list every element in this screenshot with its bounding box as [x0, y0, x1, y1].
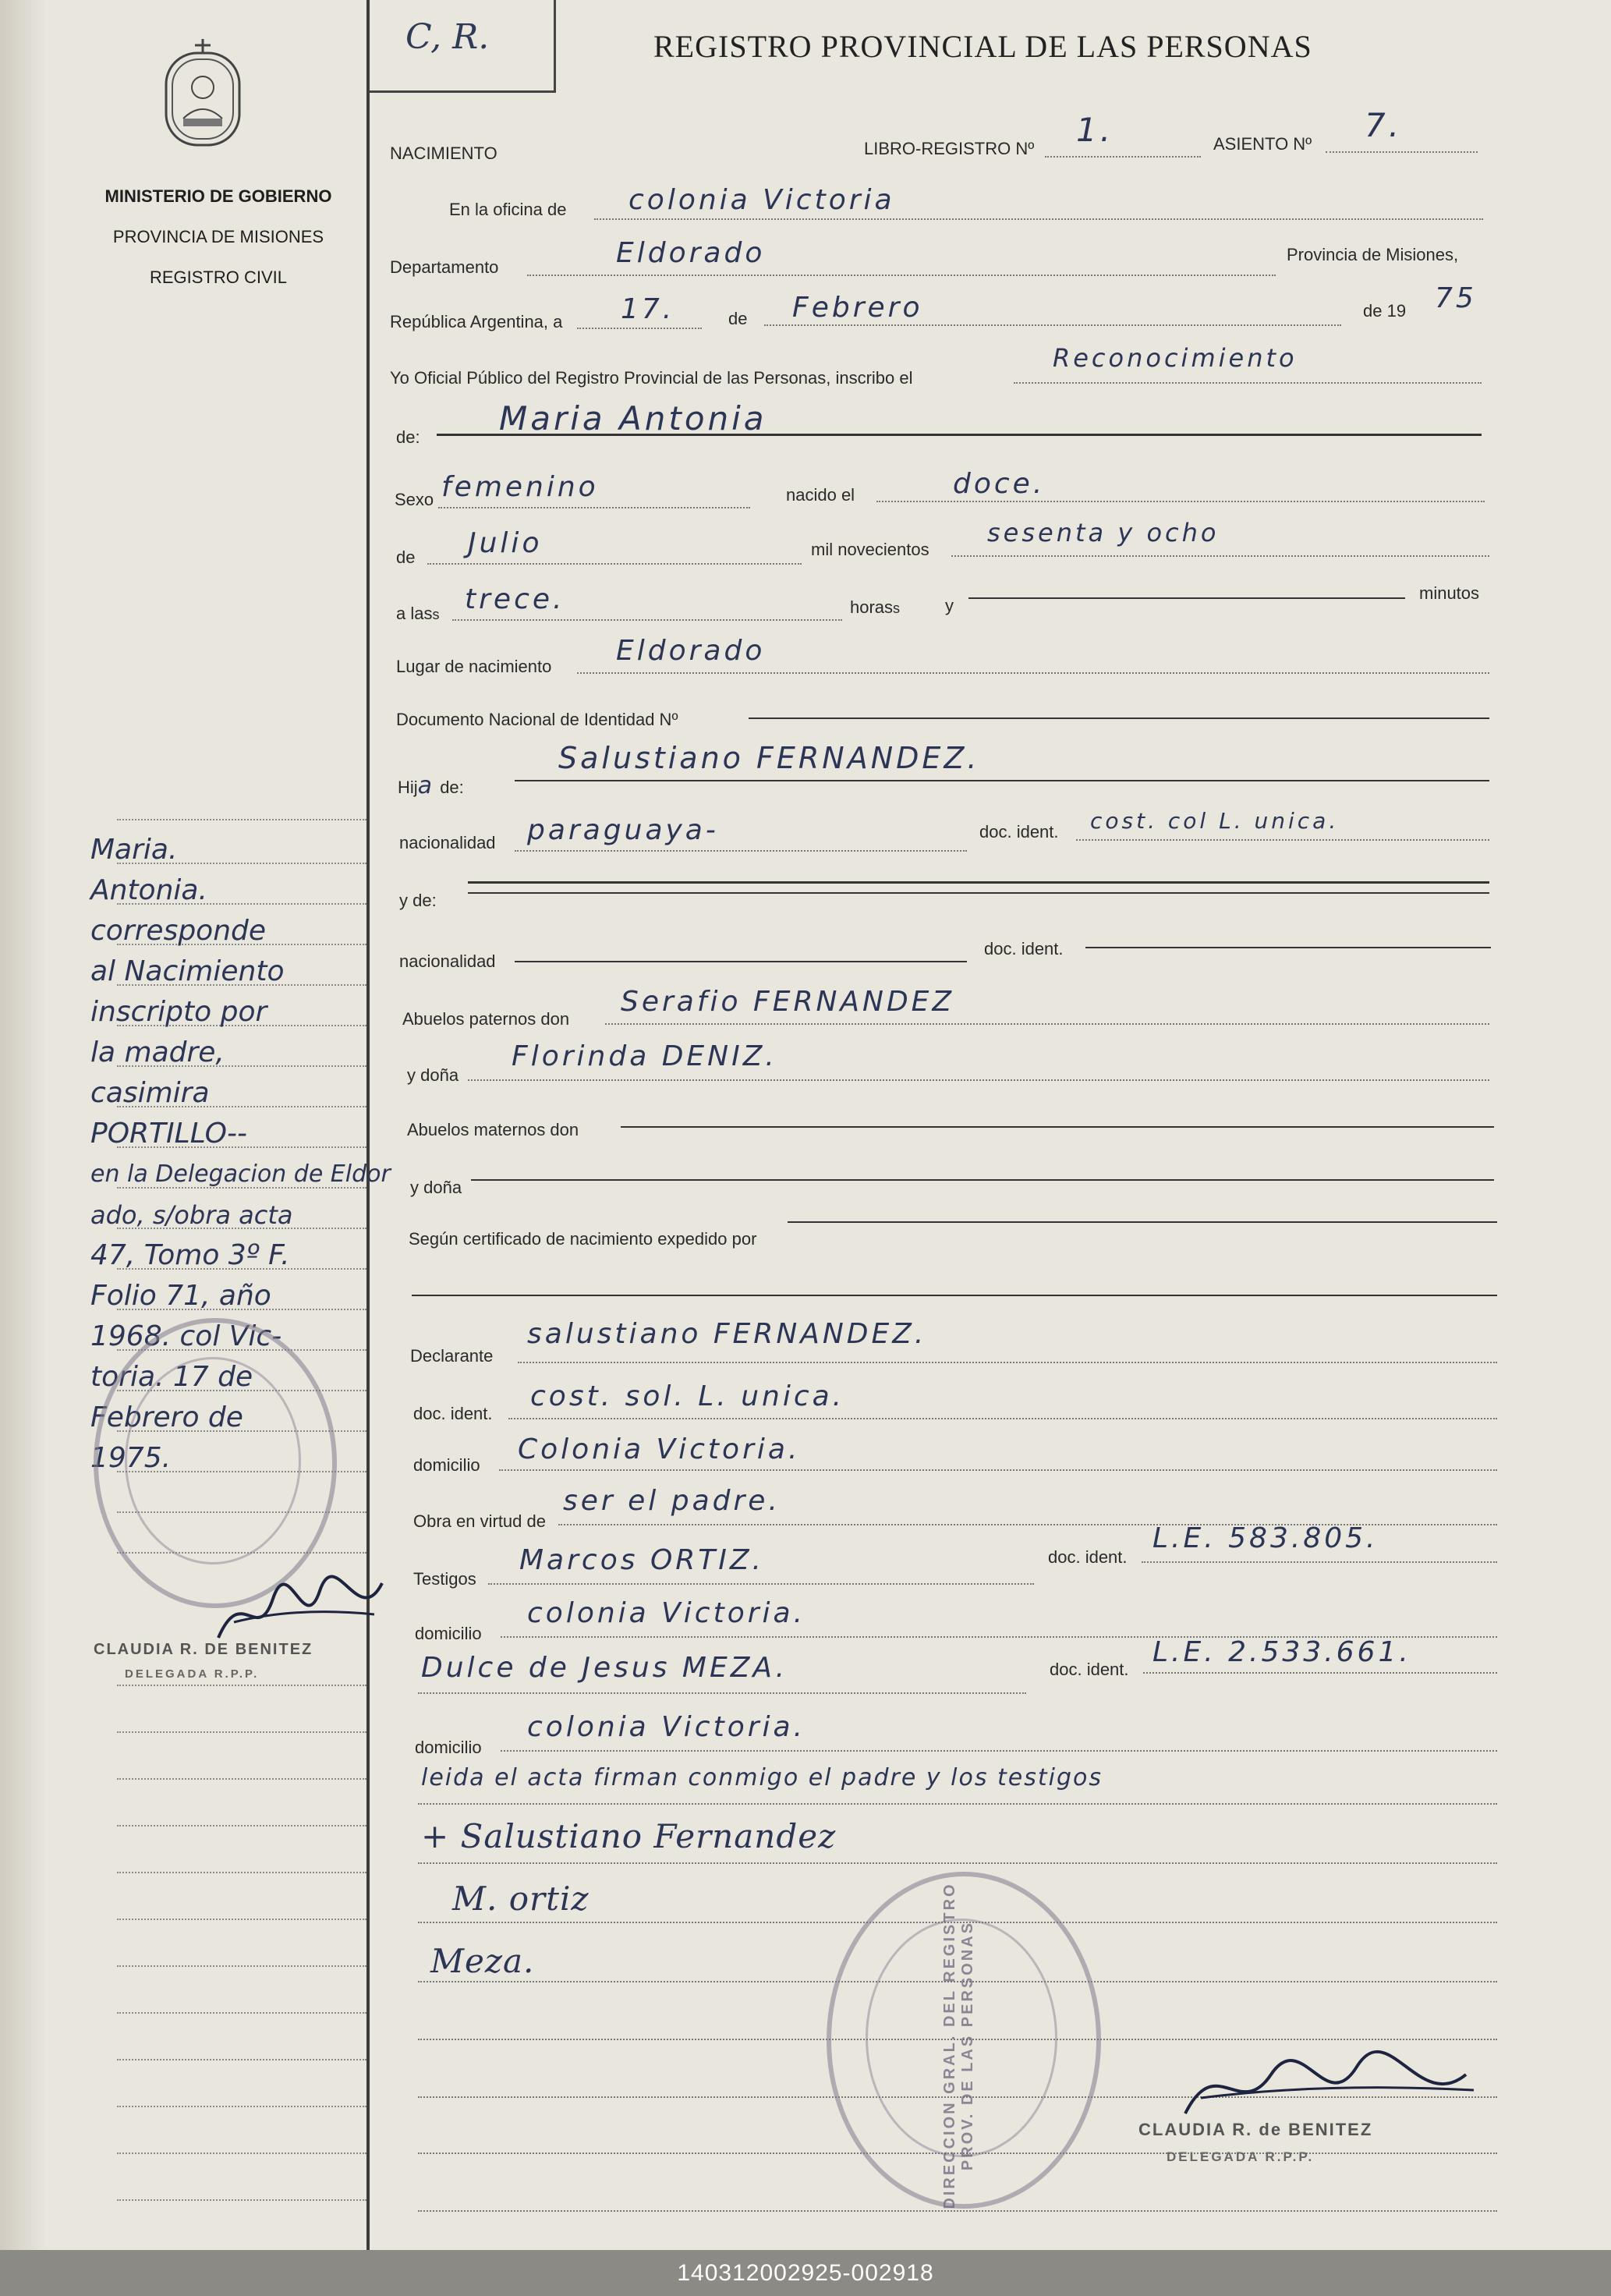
- nacimiento-label: NACIMIENTO: [390, 144, 497, 163]
- right-signature-icon: [1170, 2043, 1482, 2129]
- margin-note-line: toria. 17 de: [90, 1361, 253, 1393]
- t2-docident-label: doc. ident.: [1050, 1660, 1129, 1679]
- ydona2-label: y doña: [410, 1178, 462, 1197]
- domicilio-value: Colonia Victoria.: [518, 1433, 801, 1465]
- sexo-label: Sexo: [395, 490, 434, 509]
- declarante-value: salustiano FERNANDEZ.: [527, 1318, 927, 1350]
- nacido-value: doce.: [953, 468, 1046, 500]
- nacionalidad-label: nacionalidad: [399, 833, 496, 852]
- margin-note-line: Folio 71, año: [90, 1280, 271, 1312]
- republica-label: República Argentina, a: [390, 312, 563, 331]
- province-name: PROVINCIA DE MISIONES: [112, 227, 324, 246]
- libro-label: LIBRO-REGISTRO Nº: [864, 139, 1035, 158]
- sexo-value: femenino: [441, 471, 599, 503]
- y-label: y: [945, 596, 954, 615]
- dni-label: Documento Nacional de Identidad Nº: [396, 710, 678, 729]
- docident-label: doc. ident.: [979, 822, 1059, 842]
- t2-domicilio-value: colonia Victoria.: [527, 1711, 806, 1743]
- oficina-value: colonia Victoria: [628, 184, 895, 216]
- margin-note-line: casimira: [90, 1077, 210, 1109]
- cr-box-text: C, R.: [405, 17, 490, 57]
- margin-note-line: ado, s/obra acta: [90, 1200, 293, 1230]
- page-title: REGISTRO PROVINCIAL DE LAS PERSONAS: [653, 29, 1312, 64]
- right-signer-role: DELEGADA R.P.P.: [1167, 2149, 1315, 2164]
- domicilio-label: domicilio: [413, 1455, 480, 1475]
- padre-value: Salustiano FERNANDEZ.: [558, 741, 980, 775]
- anio-value: 75: [1435, 282, 1477, 314]
- margin-note-line: en la Delegacion de Eldor: [90, 1160, 391, 1188]
- t1-domicilio-value: colonia Victoria.: [527, 1597, 806, 1629]
- declarante-label: Declarante: [410, 1346, 494, 1366]
- segun-label: Según certificado de nacimiento expedido por: [409, 1229, 757, 1249]
- testigo1-value: Marcos ORTIZ.: [519, 1544, 765, 1576]
- oficial-label: Yo Oficial Público del Registro Provincial de las Personas, inscribo el: [390, 368, 913, 388]
- ministry-header: [70, 176, 366, 298]
- lugar-value: Eldorado: [616, 635, 766, 667]
- t2-docident-value: L.E. 2.533.661.: [1152, 1636, 1411, 1668]
- nacionalidad-value: paraguaya-: [527, 814, 719, 846]
- margin-note-line: Antonia.: [90, 874, 207, 906]
- margin-note-line: Febrero de: [90, 1401, 243, 1433]
- margin-note-line: corresponde: [90, 915, 267, 947]
- testigos-label: Testigos: [413, 1569, 476, 1589]
- left-signer-role: DELEGADA R.P.P.: [125, 1667, 260, 1681]
- hij-label: Hija de:: [398, 772, 464, 799]
- alas-label: a lass: [396, 604, 440, 623]
- departamento-value: Eldorado: [616, 237, 766, 269]
- leida-text: leida el acta firman conmigo el padre y los testigos: [421, 1764, 1103, 1791]
- hora-value: trece.: [465, 583, 565, 615]
- margin-note-line: 47, Tomo 3º F.: [90, 1239, 290, 1271]
- horas-label: horass: [850, 597, 901, 617]
- yde-label: y de:: [399, 891, 437, 910]
- margin-note-line: al Nacimiento: [90, 955, 285, 987]
- dia-value: 17.: [621, 293, 675, 325]
- docident2-label: doc. ident.: [984, 939, 1064, 958]
- t1-docident-label: doc. ident.: [1048, 1547, 1128, 1567]
- abuela-pat-value: Florinda DENIZ.: [512, 1040, 777, 1072]
- decl-docident-label: doc. ident.: [413, 1404, 493, 1423]
- anio-label: de 19: [1363, 301, 1407, 321]
- margin-note-line: Maria.: [90, 834, 178, 866]
- asiento-label: ASIENTO Nº: [1213, 134, 1312, 154]
- left-signer-name: CLAUDIA R. DE BENITEZ: [94, 1641, 313, 1658]
- nacionalidad2-label: nacionalidad: [399, 951, 496, 971]
- obra-label: Obra en virtud de: [413, 1511, 546, 1531]
- margin-note-line: la madre,: [90, 1036, 225, 1068]
- minutos-label: minutos: [1419, 583, 1480, 603]
- obra-value: ser el padre.: [563, 1485, 781, 1517]
- nacido-label: nacido el: [786, 485, 855, 505]
- margin-note-line: inscripto por: [90, 996, 267, 1028]
- anio-nac-value: sesenta y ocho: [987, 518, 1220, 547]
- provincia-label: Provincia de Misiones,: [1287, 245, 1459, 264]
- abuelo-pat-value: Serafio FERNANDEZ: [621, 986, 955, 1018]
- de2-label: de:: [396, 427, 420, 447]
- civil-registry: REGISTRO CIVIL: [149, 268, 288, 287]
- mes-nac-value: Julio: [468, 527, 543, 559]
- t1-docident-value: L.E. 583.805.: [1152, 1522, 1379, 1554]
- province-seal-icon: [160, 31, 246, 156]
- right-signer-name: CLAUDIA R. de BENITEZ: [1138, 2120, 1373, 2139]
- abuelos-pat-label: Abuelos paternos don: [402, 1009, 570, 1029]
- firma-testigo1: M. ortiz: [452, 1880, 590, 1918]
- t1-domicilio-label: domicilio: [415, 1624, 482, 1643]
- t2-domicilio-label: domicilio: [415, 1738, 482, 1757]
- ydona-label: y doña: [407, 1065, 459, 1085]
- departamento-label: Departamento: [390, 257, 499, 277]
- decl-docident-value: cost. sol. L. unica.: [530, 1380, 845, 1412]
- ministry-name: MINISTERIO DE GOBIERNO: [104, 186, 332, 206]
- margin-note-line: 1975.: [90, 1442, 172, 1474]
- asiento-value: 7.: [1365, 106, 1403, 144]
- firma-padre: + Salustiano Fernandez: [421, 1817, 837, 1855]
- nombre-value: Maria Antonia: [499, 399, 767, 438]
- hij-value: a: [417, 772, 436, 799]
- registry-stamp-text: DIRECCION GRAL. DEL REGISTRO PROV. DE LAS PERSONAS: [941, 1882, 976, 2209]
- margin-note-line: PORTILLO--: [90, 1118, 247, 1150]
- oficina-label: En la oficina de: [449, 200, 567, 219]
- binding-shadow: [0, 0, 47, 2250]
- libro-value: 1.: [1076, 111, 1114, 149]
- acto-value: Reconocimiento: [1053, 343, 1298, 373]
- docident-value: cost. col L. unica.: [1090, 808, 1340, 834]
- mes-value: Febrero: [792, 292, 923, 324]
- de-label: de: [728, 309, 748, 328]
- testigo2-value: Dulce de Jesus MEZA.: [421, 1652, 788, 1684]
- abuelos-mat-label: Abuelos maternos don: [407, 1120, 579, 1139]
- scan-id: 140312002925-002918: [0, 2250, 1611, 2296]
- mil-label: mil novecientos: [811, 540, 929, 559]
- margin-note-line: 1968. col Vic-: [90, 1320, 282, 1352]
- left-stamp-inner: [125, 1357, 301, 1564]
- de3-label: de: [396, 547, 416, 567]
- lugar-label: Lugar de nacimiento: [396, 657, 552, 676]
- firma-testigo2: Meza.: [430, 1942, 535, 1980]
